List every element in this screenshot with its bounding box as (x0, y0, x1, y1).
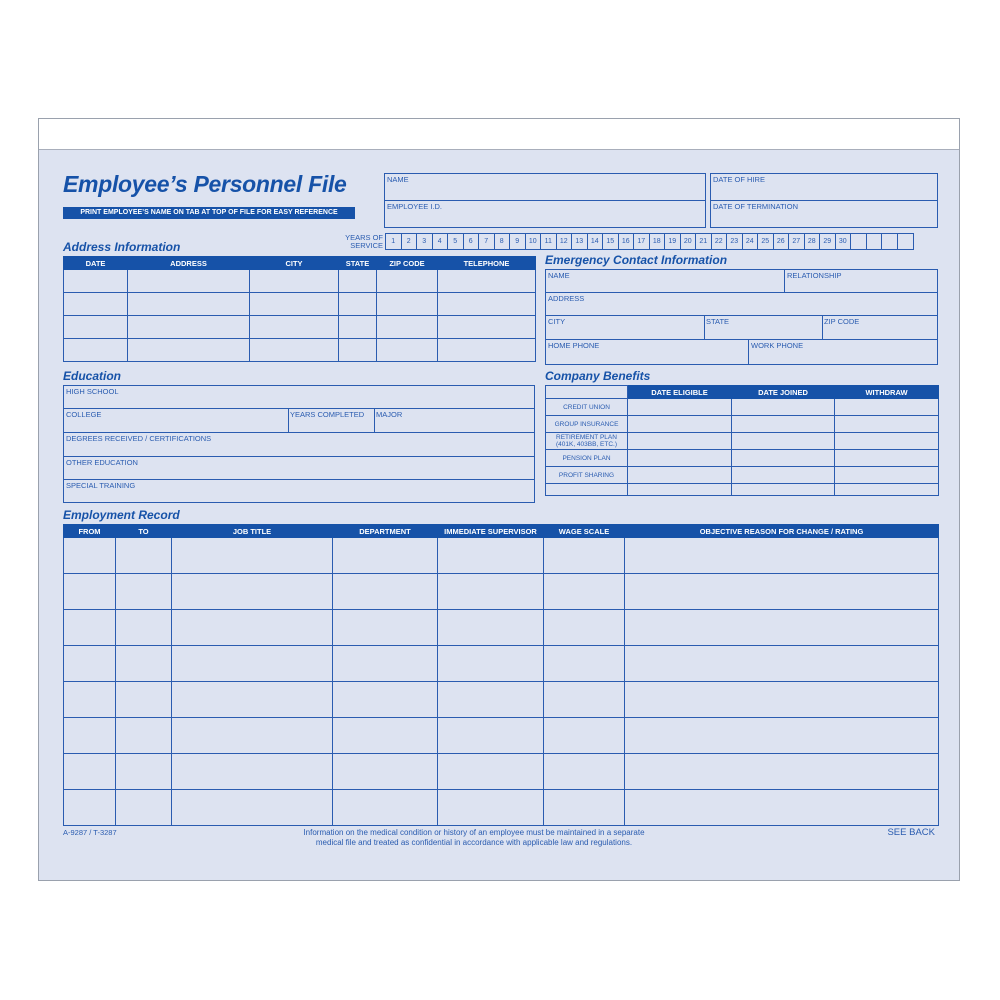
benefit-cell[interactable] (835, 484, 939, 496)
name-id-box (384, 173, 706, 228)
employment-cell[interactable] (544, 610, 625, 646)
address-cell[interactable] (377, 339, 438, 362)
year-box[interactable]: 28 (805, 234, 821, 249)
employment-cell[interactable] (333, 682, 438, 718)
year-box[interactable]: 26 (774, 234, 790, 249)
employment-cell[interactable] (64, 718, 116, 754)
date-of-termination-label: DATE OF TERMINATION (713, 202, 799, 211)
employment-cell[interactable] (438, 682, 544, 718)
address-header: STATE (339, 257, 377, 270)
benefit-cell[interactable] (628, 467, 732, 484)
address-header: ADDRESS (128, 257, 250, 270)
address-cell[interactable] (438, 339, 536, 362)
employment-cell[interactable] (64, 682, 116, 718)
address-cell[interactable] (128, 270, 250, 293)
major-label: MAJOR (376, 410, 403, 419)
address-cell[interactable] (377, 293, 438, 316)
employment-row (64, 754, 939, 790)
address-row (64, 293, 536, 316)
address-cell[interactable] (128, 316, 250, 339)
address-header: DATE (64, 257, 128, 270)
employment-cell[interactable] (625, 574, 939, 610)
address-cell[interactable] (128, 339, 250, 362)
employment-table (63, 524, 939, 826)
employment-cell[interactable] (544, 538, 625, 574)
employment-header: FROM (64, 525, 116, 538)
year-box[interactable]: 9 (510, 234, 526, 249)
employment-cell[interactable] (625, 682, 939, 718)
employment-row (64, 682, 939, 718)
employment-cell[interactable] (625, 646, 939, 682)
employment-cell[interactable] (333, 538, 438, 574)
year-box[interactable]: 27 (789, 234, 805, 249)
address-cell[interactable] (64, 293, 128, 316)
emergency-address-label: ADDRESS (548, 294, 585, 303)
employment-cell[interactable] (116, 718, 172, 754)
employment-cell[interactable] (438, 754, 544, 790)
benefit-cell[interactable] (835, 467, 939, 484)
benefit-cell[interactable] (732, 416, 835, 433)
employment-header: OBJECTIVE REASON FOR CHANGE / RATING (625, 525, 939, 538)
benefit-label: CREDIT UNION (546, 399, 628, 416)
hire-termination-box (710, 173, 938, 228)
employment-cell[interactable] (625, 538, 939, 574)
address-cell[interactable] (64, 316, 128, 339)
employment-cell[interactable] (116, 646, 172, 682)
address-cell[interactable] (377, 270, 438, 293)
special-training-label: SPECIAL TRAINING (66, 481, 136, 490)
emergency-state-label: STATE (706, 317, 730, 326)
year-box[interactable]: 20 (681, 234, 697, 249)
other-education-label: OTHER EDUCATION (66, 458, 138, 467)
year-box[interactable] (882, 234, 898, 249)
address-cell[interactable] (250, 316, 339, 339)
employment-cell[interactable] (438, 610, 544, 646)
emergency-city-label: CITY (548, 317, 566, 326)
year-box[interactable]: 8 (495, 234, 511, 249)
address-section-title: Address Information (63, 240, 181, 254)
benefits-header: DATE JOINED (732, 386, 835, 399)
employment-cell[interactable] (544, 754, 625, 790)
benefits-table (545, 385, 939, 496)
employment-row (64, 718, 939, 754)
employment-cell[interactable] (333, 574, 438, 610)
benefit-label: PROFIT SHARING (546, 467, 628, 484)
year-box[interactable]: 7 (479, 234, 495, 249)
employment-cell[interactable] (64, 646, 116, 682)
year-box[interactable]: 6 (464, 234, 480, 249)
benefit-cell[interactable] (628, 450, 732, 467)
address-row (64, 270, 536, 293)
college-label: COLLEGE (66, 410, 102, 419)
year-box[interactable] (867, 234, 883, 249)
emergency-section-title: Emergency Contact Information (545, 253, 728, 267)
employment-section-title: Employment Record (63, 508, 180, 522)
address-cell[interactable] (339, 293, 377, 316)
employment-cell[interactable] (333, 754, 438, 790)
high-school-label: HIGH SCHOOL (66, 387, 119, 396)
employment-cell[interactable] (544, 646, 625, 682)
address-cell[interactable] (339, 316, 377, 339)
employment-cell[interactable] (172, 646, 333, 682)
address-cell[interactable] (250, 339, 339, 362)
employment-cell[interactable] (64, 754, 116, 790)
year-box[interactable]: 13 (572, 234, 588, 249)
year-box[interactable] (898, 234, 914, 249)
employment-cell[interactable] (116, 790, 172, 826)
year-box[interactable]: 18 (650, 234, 666, 249)
employment-cell[interactable] (64, 538, 116, 574)
address-row (64, 316, 536, 339)
employment-header: WAGE SCALE (544, 525, 625, 538)
employment-cell[interactable] (438, 538, 544, 574)
employment-cell[interactable] (172, 790, 333, 826)
year-box[interactable]: 4 (433, 234, 449, 249)
year-box[interactable]: 19 (665, 234, 681, 249)
address-table (63, 256, 536, 362)
employment-cell[interactable] (172, 718, 333, 754)
form-code: A-9287 / T-3287 (63, 828, 117, 837)
personnel-file-folder (38, 118, 960, 881)
employment-header: DEPARTMENT (333, 525, 438, 538)
employment-cell[interactable] (116, 610, 172, 646)
education-box (63, 385, 535, 503)
years-of-service-label: YEARS OF SERVICE (345, 233, 383, 250)
address-cell[interactable] (339, 270, 377, 293)
employment-cell[interactable] (172, 754, 333, 790)
address-cell[interactable] (250, 293, 339, 316)
benefit-cell[interactable] (835, 416, 939, 433)
year-box[interactable]: 22 (712, 234, 728, 249)
address-header: ZIP CODE (377, 257, 438, 270)
years-of-service-track (385, 233, 914, 250)
benefit-cell[interactable] (835, 450, 939, 467)
benefit-cell[interactable] (732, 450, 835, 467)
employment-cell[interactable] (333, 790, 438, 826)
employment-row (64, 610, 939, 646)
emergency-work-phone-label: WORK PHONE (751, 341, 804, 350)
employment-cell[interactable] (438, 790, 544, 826)
benefit-label: PENSION PLAN (546, 450, 628, 467)
benefit-cell[interactable] (628, 433, 732, 450)
year-box[interactable]: 30 (836, 234, 852, 249)
degrees-label: DEGREES RECEIVED / CERTIFICATIONS (66, 434, 212, 443)
address-cell[interactable] (438, 316, 536, 339)
year-box[interactable]: 16 (619, 234, 635, 249)
year-box[interactable]: 11 (541, 234, 557, 249)
address-cell[interactable] (377, 316, 438, 339)
employment-cell[interactable] (116, 574, 172, 610)
benefit-cell[interactable] (732, 399, 835, 416)
name-field-label: NAME (387, 175, 409, 184)
benefit-row (546, 433, 939, 450)
year-box[interactable]: 12 (557, 234, 573, 249)
benefit-row (546, 399, 939, 416)
year-box[interactable]: 17 (634, 234, 650, 249)
year-box[interactable]: 14 (588, 234, 604, 249)
address-header: CITY (250, 257, 339, 270)
employment-cell[interactable] (625, 790, 939, 826)
address-cell[interactable] (438, 293, 536, 316)
employment-row (64, 646, 939, 682)
year-box[interactable] (851, 234, 867, 249)
address-row (64, 339, 536, 362)
year-box[interactable]: 24 (743, 234, 759, 249)
employment-cell[interactable] (333, 610, 438, 646)
employment-cell[interactable] (333, 646, 438, 682)
benefit-cell[interactable] (628, 484, 732, 496)
employment-cell[interactable] (625, 754, 939, 790)
employment-header: TO (116, 525, 172, 538)
employment-cell[interactable] (544, 574, 625, 610)
benefit-row (546, 416, 939, 433)
year-box[interactable]: 21 (696, 234, 712, 249)
employment-cell[interactable] (438, 574, 544, 610)
form-title: Employee’s Personnel File (63, 171, 347, 197)
year-box[interactable]: 3 (417, 234, 433, 249)
year-box[interactable]: 5 (448, 234, 464, 249)
year-box[interactable]: 1 (386, 234, 402, 249)
employment-cell[interactable] (172, 538, 333, 574)
address-cell[interactable] (128, 293, 250, 316)
employment-cell[interactable] (116, 754, 172, 790)
benefit-cell[interactable] (835, 399, 939, 416)
address-header: TELEPHONE (438, 257, 536, 270)
benefit-row (546, 450, 939, 467)
employment-cell[interactable] (625, 718, 939, 754)
address-cell[interactable] (438, 270, 536, 293)
employment-cell[interactable] (172, 574, 333, 610)
emergency-name-label: NAME (548, 271, 570, 280)
employment-cell[interactable] (64, 790, 116, 826)
employment-cell[interactable] (438, 718, 544, 754)
employment-row (64, 538, 939, 574)
benefit-cell[interactable] (732, 484, 835, 496)
address-cell[interactable] (64, 270, 128, 293)
benefit-row (546, 484, 939, 496)
benefits-header: WITHDRAW (835, 386, 939, 399)
benefit-row (546, 467, 939, 484)
year-box[interactable]: 2 (402, 234, 418, 249)
employment-cell[interactable] (64, 574, 116, 610)
employment-cell[interactable] (116, 538, 172, 574)
benefit-cell[interactable] (628, 416, 732, 433)
employment-cell[interactable] (544, 790, 625, 826)
employment-cell[interactable] (172, 610, 333, 646)
employment-header: JOB TITLE (172, 525, 333, 538)
benefits-header: DATE ELIGIBLE (628, 386, 732, 399)
years-completed-label: YEARS COMPLETED (290, 410, 365, 419)
year-box[interactable]: 15 (603, 234, 619, 249)
address-cell[interactable] (339, 339, 377, 362)
employment-cell[interactable] (116, 682, 172, 718)
employment-cell[interactable] (64, 610, 116, 646)
benefit-cell[interactable] (732, 467, 835, 484)
year-box[interactable]: 23 (727, 234, 743, 249)
see-back-label: SEE BACK (887, 827, 935, 838)
year-box[interactable]: 10 (526, 234, 542, 249)
confidentiality-note: Information on the medical condition or history of an employee must be maintained in a separate medical file and treated as confidential in accordance with applicable law and regulations. (303, 828, 645, 847)
emergency-relationship-label: RELATIONSHIP (787, 271, 842, 280)
employment-cell[interactable] (544, 682, 625, 718)
employment-cell[interactable] (333, 718, 438, 754)
folder-tab-strip (39, 119, 959, 150)
employment-row (64, 790, 939, 826)
benefit-label: RETIREMENT PLAN (401K, 403BB, ETC.) (546, 433, 628, 450)
employee-id-field-label: EMPLOYEE I.D. (387, 202, 443, 211)
employment-cell[interactable] (544, 718, 625, 754)
benefit-label (546, 484, 628, 496)
date-of-hire-label: DATE OF HIRE (713, 175, 765, 184)
benefit-cell[interactable] (628, 399, 732, 416)
benefit-label: GROUP INSURANCE (546, 416, 628, 433)
employment-cell[interactable] (438, 646, 544, 682)
education-section-title: Education (63, 369, 122, 383)
year-box[interactable]: 25 (758, 234, 774, 249)
emergency-contact-box (545, 269, 938, 365)
address-cell[interactable] (250, 270, 339, 293)
employment-cell[interactable] (625, 610, 939, 646)
employment-cell[interactable] (172, 682, 333, 718)
benefit-cell[interactable] (732, 433, 835, 450)
emergency-home-phone-label: HOME PHONE (548, 341, 600, 350)
year-box[interactable]: 29 (820, 234, 836, 249)
employment-row (64, 574, 939, 610)
address-cell[interactable] (64, 339, 128, 362)
benefits-section-title: Company Benefits (545, 369, 651, 383)
employment-header: IMMEDIATE SUPERVISOR (438, 525, 544, 538)
title-note: PRINT EMPLOYEE’S NAME ON TAB AT TOP OF FILE FOR EASY REFERENCE (63, 207, 355, 219)
emergency-zip-label: ZIP CODE (824, 317, 860, 326)
benefits-header (546, 386, 628, 399)
benefit-cell[interactable] (835, 433, 939, 450)
